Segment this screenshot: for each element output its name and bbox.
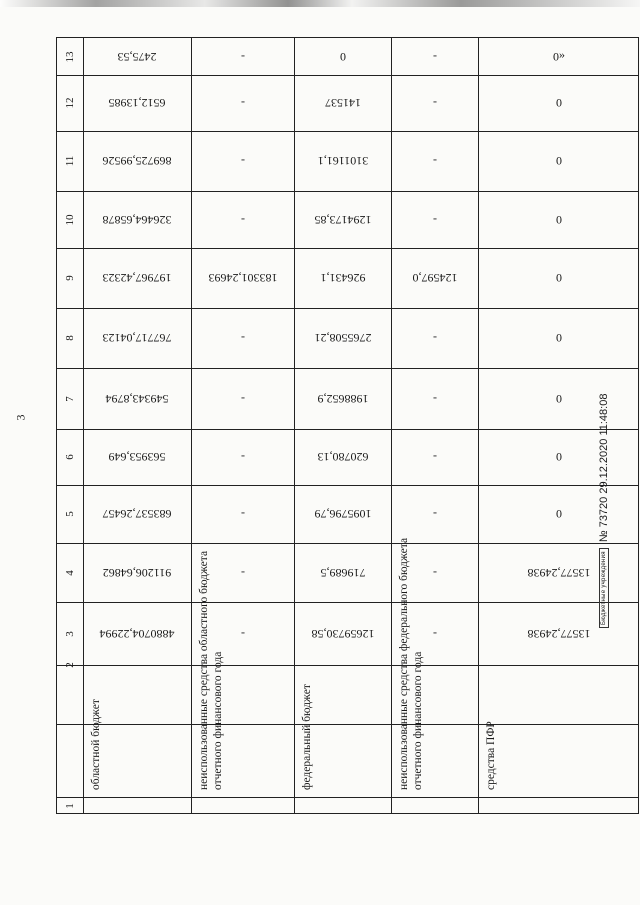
table-cell: 911206,64862 <box>102 565 172 580</box>
column-header: 2 <box>64 662 76 668</box>
table-cell: - <box>432 331 437 345</box>
table-cell: - <box>432 212 437 227</box>
table-cell: - <box>240 450 245 464</box>
row-label <box>300 684 314 790</box>
column-header: 7 <box>64 395 76 402</box>
column-header: 11 <box>64 155 76 167</box>
table-cell: 563953,649 <box>108 450 166 464</box>
column-header: 13 <box>64 51 76 62</box>
table-cell: 3101161,1 <box>317 154 368 168</box>
column-header: 8 <box>64 335 76 341</box>
table-rule <box>57 665 638 666</box>
table-cell: - <box>240 626 245 641</box>
table-cell: «0 <box>553 49 565 64</box>
table-cell: 4880704,22994 <box>99 626 175 641</box>
row-label <box>89 699 103 790</box>
stamp-text: № 73720 29.12.2020 11:48:08 <box>598 393 610 543</box>
table-cell: 197967,42323 <box>102 271 172 285</box>
table-cell: 1095796,79 <box>314 507 371 521</box>
table-rule <box>57 248 638 249</box>
table-cell: - <box>240 154 245 168</box>
table-cell: - <box>240 391 245 406</box>
table-cell: 6512,13985 <box>108 96 166 110</box>
table-cell: 0 <box>556 212 562 227</box>
table-cell: - <box>432 49 437 64</box>
row-label-line: федеральный бюджет <box>301 684 313 790</box>
column-header: 4 <box>64 569 76 576</box>
column-header: 12 <box>64 97 76 109</box>
budget-table <box>56 37 639 814</box>
table-cell: 2475,53 <box>117 49 157 64</box>
column-header: 3 <box>64 630 76 637</box>
table-cell: - <box>240 565 245 580</box>
table-cell: 2765508,21 <box>314 331 371 345</box>
table-rule <box>57 429 638 430</box>
table-cell: 141537 <box>324 96 361 110</box>
table-cell: 0 <box>556 331 562 345</box>
table-rule <box>191 38 192 813</box>
table-rule <box>57 485 638 486</box>
column-header: 1 <box>64 803 76 809</box>
table-cell: - <box>240 96 245 110</box>
table-cell: 620780,13 <box>317 450 368 464</box>
table-cell: 183301,24693 <box>208 271 277 285</box>
table-cell: - <box>432 96 437 110</box>
table-cell: 12659730,58 <box>311 626 374 641</box>
table-cell: 683537,26457 <box>102 507 172 521</box>
table-cell: 0 <box>556 271 562 285</box>
table-cell: 0 <box>556 96 562 110</box>
table-rule <box>57 75 638 76</box>
row-label <box>484 721 498 790</box>
table-rule <box>294 38 295 813</box>
column-header: 6 <box>64 454 76 460</box>
table-cell: 0 <box>556 507 562 521</box>
table-rule <box>57 543 638 544</box>
table-rule <box>57 308 638 309</box>
page-number: 3 <box>13 414 28 421</box>
row-label <box>197 551 225 790</box>
row-label-line: отчетного финансового года <box>412 651 424 790</box>
table-cell: 13577,24938 <box>527 626 591 641</box>
row-label <box>397 538 425 790</box>
table-rule <box>391 38 392 813</box>
table-cell: - <box>432 565 437 580</box>
table-cell: 13577,24938 <box>527 565 591 580</box>
table-cell: - <box>432 391 437 406</box>
table-cell: 0 <box>556 391 562 406</box>
table-cell: 0 <box>339 49 346 64</box>
row-label-line: отчетного финансового года <box>212 651 224 790</box>
row-label-line: неиспользованные средства федерального бюджета <box>398 537 410 790</box>
table-rule <box>57 602 638 603</box>
registration-stamp <box>598 394 610 628</box>
table-cell: - <box>432 507 437 521</box>
table-cell: 124597,0 <box>412 271 457 285</box>
column-header: 5 <box>64 511 76 517</box>
table-rule <box>83 38 84 813</box>
table-cell: - <box>240 507 245 521</box>
table-cell: 869725,99526 <box>102 154 172 168</box>
table-rule <box>57 368 638 369</box>
column-header: 10 <box>64 214 76 225</box>
table-rule <box>57 724 638 725</box>
scan-top-edge <box>0 0 640 7</box>
table-cell: 926431,1 <box>320 271 365 285</box>
table-rule <box>57 797 638 798</box>
row-label-line: областной бюджет <box>90 699 102 790</box>
table-rule <box>478 38 479 813</box>
table-cell: - <box>240 331 245 345</box>
row-label-line: неиспользованные средства областного бюджета <box>198 550 210 790</box>
table-cell: 0 <box>556 154 562 168</box>
table-cell: 1988652,9 <box>317 391 368 406</box>
row-label-line: средства ПФР <box>485 721 497 790</box>
table-cell: 0 <box>556 450 562 464</box>
table-cell: - <box>432 626 437 641</box>
table-rule <box>57 131 638 132</box>
table-cell: - <box>240 212 245 227</box>
stamp-logo: Бюджетные учреждения <box>599 548 609 628</box>
table-cell: - <box>240 49 245 64</box>
table-cell: - <box>432 450 437 464</box>
column-header: 9 <box>64 275 76 281</box>
table-cell: 767717,04123 <box>102 331 172 345</box>
table-cell: 719689,5 <box>320 565 365 580</box>
table-cell: - <box>432 154 437 168</box>
table-rule <box>57 191 638 192</box>
table-cell: 1294173,85 <box>314 212 371 227</box>
table-cell: 549343,8794 <box>105 391 169 406</box>
table-cell: 326464,65878 <box>102 212 172 227</box>
